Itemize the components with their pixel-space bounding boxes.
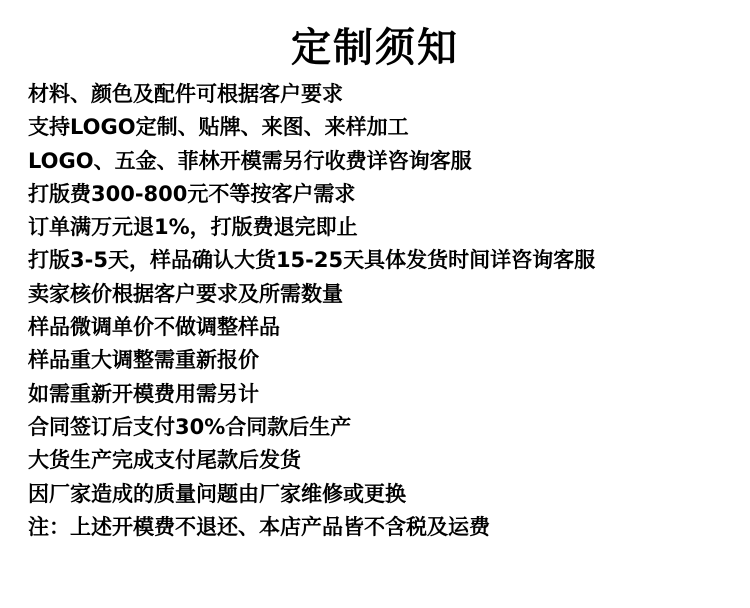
rule-item: 打版费300-800元不等按客户需求 <box>28 181 356 206</box>
rule-item: LOGO、五金、菲林开模需另行收费详咨询客服 <box>28 148 472 173</box>
notice-rule-list <box>28 78 738 544</box>
rule-item: 如需重新开模费用需另计 <box>28 381 259 406</box>
rule-item: 因厂家造成的质量问题由厂家维修或更换 <box>28 481 406 506</box>
rule-item: 支持LOGO定制、贴牌、来图、来样加工 <box>28 115 409 140</box>
rule-item: 卖家核价根据客户要求及所需数量 <box>28 281 343 306</box>
rule-item: 订单满万元退1%，打版费退完即止 <box>28 215 358 240</box>
notice-title: 定制须知 <box>291 25 459 71</box>
rule-item: 样品重大调整需重新报价 <box>28 348 259 373</box>
rule-item: 材料、颜色及配件可根据客户要求 <box>28 82 343 106</box>
rule-item: 打版3-5天，样品确认大货15-25天具体发货时间详咨询客服 <box>28 248 596 273</box>
rule-item: 合同签订后支付30%合同款后生产 <box>28 414 352 439</box>
rule-item: 大货生产完成支付尾款后发货 <box>28 448 301 473</box>
rule-item: 样品微调单价不做调整样品 <box>28 315 280 340</box>
rule-item-footnote: 注：上述开模费不退还、本店产品皆不含税及运费 <box>28 514 490 539</box>
